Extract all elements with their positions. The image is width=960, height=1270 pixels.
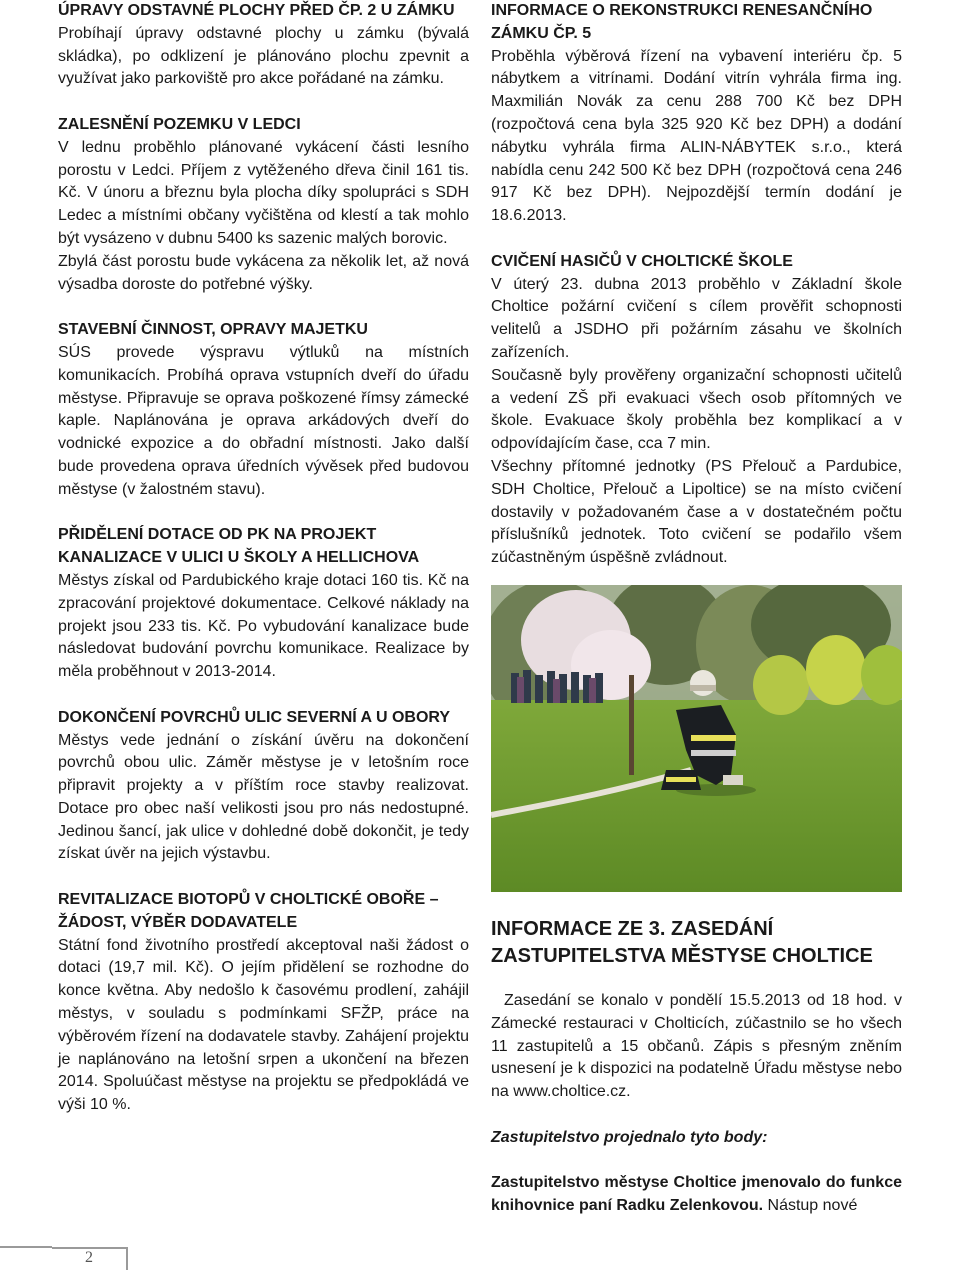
section-title: CVIČENÍ HASIČŮ V CHOLTICKÉ ŠKOLE: [491, 252, 793, 270]
section-title: ÚPRAVY ODSTAVNÉ PLOCHY PŘED ČP. 2 U ZÁMKU: [58, 2, 455, 19]
section-zasedani: [491, 916, 902, 1218]
section-cviceni-hasicu: [491, 251, 902, 570]
photo-illustration: [491, 585, 902, 892]
section-title: PŘIDĚLENÍ DOTACE OD PK NA PROJEKT KANALIZACE V ULICI U ŠKOLY A HELLICHOVA: [58, 526, 420, 567]
paragraph: V úterý 23. dubna 2013 proběhlo v Základní škole Choltice požární cvičení s cílem prověřit schopnosti velitelů a JSDHO při požárním zásahu ve školních zařízeních.: [491, 275, 902, 361]
section-revitalizace: [58, 889, 469, 1117]
page-number: 2: [85, 1249, 93, 1266]
paragraph: SÚS provede výspravu výtluků na místních komunikacích. Probíhá oprava vstupních dveří do úřadu městyse. Připravuje se oprava poškozené římsy zámecké kaple. Naplánována je oprava arkádových dveří do vodnické expozice a do obřadní místnosti. Jako další bude provedena oprava úředních vývěsek před budovou městyse (v žalostném stavu).: [58, 343, 469, 498]
section-stavebni-cinnost: [58, 319, 469, 501]
section-title: ZALESNĚNÍ POZEMKU V LEDCI: [58, 115, 301, 133]
paragraph: Zbylá část porostu bude vykácena za několik let, až nová výsadba doroste do potřebné výšky.: [58, 252, 469, 293]
section-dotace-kanalizace: [58, 524, 469, 684]
section-title: DOKONČENÍ POVRCHŮ ULIC SEVERNÍ A U OBORY: [58, 708, 451, 726]
firefighter-training-photo: [491, 585, 902, 892]
right-column: [491, 0, 902, 1218]
section-title: REVITALIZACE BIOTOPŮ V CHOLTICKÉ OBOŘE – ŽÁDOST, VÝBĚR DODAVATELE: [58, 891, 439, 931]
paragraph: Současně byly prověřeny organizační schopnosti učitelů a vedení ZŠ při evakuaci všech osob přítomných ve škole. Evakuace školy proběhla bez komplikací a v odpovídajícím čase, cca 7 min.: [491, 366, 902, 453]
section-title: INFORMACE ZE 3. ZASEDÁNÍ ZASTUPITELSTVA MĚSTYSE CHOLTICE: [491, 917, 873, 967]
paragraph-bold: Zastupitelstvo městyse Choltice jmenovalo do funkce knihovnice paní Radku Zelenkovou.: [491, 1174, 902, 1215]
footer-rule: [0, 1246, 52, 1248]
paragraph: Městys vede jednání o získání úvěru na dokončení povrchů obou ulic. Záměr městyse je v letošním roce připravit projekty a v příštím roce stavby realizovat. Dotace pro obec naší velikosti jsou pro nás nedostupné. Jedinou šancí, jak ulice v dohledné době dokončit, je tedy získat úvěr na jejich výstavbu.: [58, 731, 469, 863]
paragraph: Probíhají úpravy odstavné plochy u zámku (bývalá skládka), po odklizení je plánováno plochu zpevnit a využívat jako parkoviště pro akce pořádané na zámku.: [58, 24, 469, 88]
left-column: [58, 0, 469, 1117]
paragraph: Zasedání se konalo v pondělí 15.5.2013 od 18 hod. v Zámecké restauraci v Cholticích, zúčastnilo se ho všech 11 zastupitelů a 15 občanů. Zápis s přesným zněním usnesení je k dispozici na podatelně Úřadu městyse nebo na www.choltice.cz.: [491, 991, 902, 1101]
paragraph: V lednu proběhlo plánované vykácení části lesního porostu v Ledci. Příjem z vytěženého dřeva činil 161 tis. Kč. V únoru a březnu byla plocha díky spolupráci s SDH Ledec a místními občany vyčištěna od klestí a tak mohlo být vysázeno v dubnu 5400 ks sazenic malých borovic.: [58, 138, 469, 247]
section-rekonstrukce-zamku: [491, 0, 902, 228]
paragraph: [491, 1172, 902, 1218]
paragraph-rest: Nástup nové: [763, 1197, 858, 1215]
paragraph: Státní fond životního prostředí akceptoval naši žádost o dotaci (19,7 mil. Kč). O jejím přidělení se rozhodne do konce května. Aby nedošlo k časovému prodlení, zahájil městys, v souladu s podmínkami SFŽP, práce na výběrovém řízení na dodavatele stavby. Zahájení projektu je naplánováno na letošní srpen a ukončení na březen 2014. Spoluúčast městyse na projektu se předpokládá ve výši 10 %.: [58, 936, 469, 1114]
section-povrchy-ulic: [58, 707, 469, 867]
subheading: Zastupitelstvo projednalo tyto body:: [491, 1128, 768, 1146]
paragraph: Městys získal od Pardubického kraje dotaci 160 tis. Kč na zpracování projektové dokumentace. Celkové náklady na projekt jsou 233 tis. Kč. Po vybudování kanalizace bude následovat budování povrchu komunikace. Realizace by měla proběhnout v 2013-2014.: [58, 571, 469, 681]
section-zalesneni: [58, 114, 469, 296]
paragraph: Proběhla výběrová řízení na vybavení interiéru čp. 5 nábytkem a vitrínami. Dodání vitrín vyhrála firma ing. Maxmilián Novák za cenu 288 700 Kč bez DPH (rozpočtová cena byla 325 920 Kč bez DPH) a dodání nábytku vyhrála firma ALIN-NÁBYTEK s.r.o., která nabídla cenu 242 500 Kč bez DPH (rozpočtová cena 246 917 Kč bez DPH). Nejpozdější termín dodání je 18.6.2013.: [491, 47, 902, 225]
paragraph: Všechny přítomné jednotky (PS Přelouč a Pardubice, SDH Choltice, Přelouč a Lipoltice) se na místo cvičení dostavily v požadovaném čase a v dostatečném počtu příslušníků jednotek. Toto cvičení se podařilo všem zúčastněným úspěšně zvládnout.: [491, 457, 902, 567]
section-title: STAVEBNÍ ČINNOST, OPRAVY MAJETKU: [58, 321, 368, 339]
section-title: INFORMACE O REKONSTRUKCI RENESANČNÍHO ZÁMKU ČP. 5: [491, 2, 873, 42]
section-zamek-plocha: [58, 0, 469, 91]
